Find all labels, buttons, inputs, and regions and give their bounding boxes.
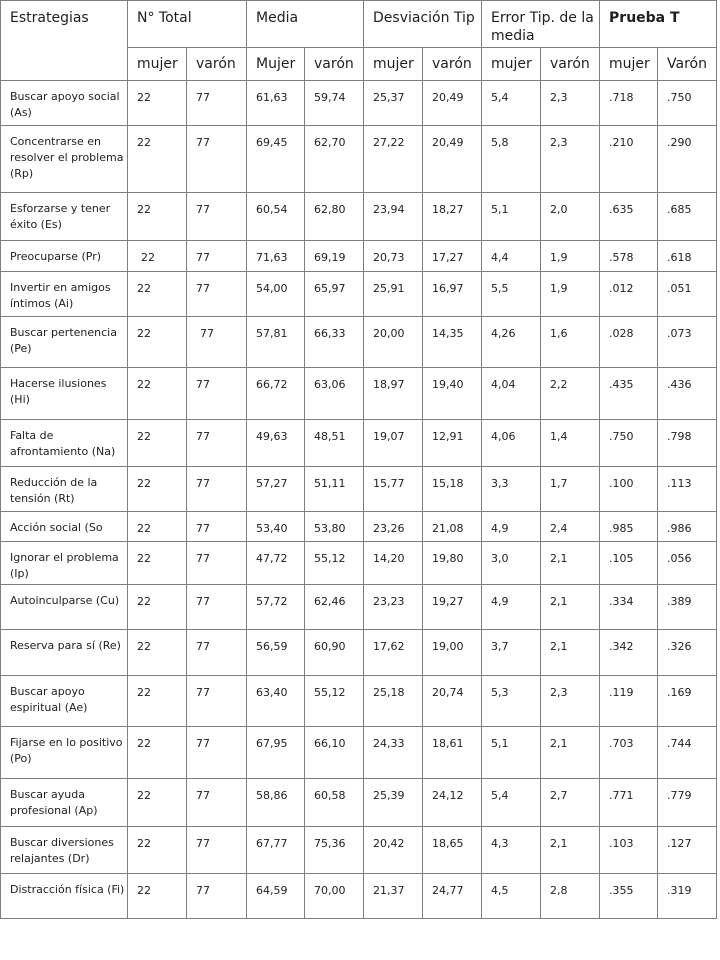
desv-mujer-cell: 20,73 [364,241,423,272]
err-mujer-cell: 4,5 [482,874,541,919]
strategy-cell: Buscar apoyo espiritual (Ae) [1,676,128,727]
desv-mujer-cell: 15,77 [364,467,423,512]
err-varon-cell: 2,1 [541,630,600,676]
t-varon-cell: .750 [658,81,717,126]
desv-mujer-cell: 20,00 [364,317,423,368]
n-varon-cell: 77 [187,827,247,874]
media-varon-cell: 66,10 [305,727,364,779]
media-varon-cell: 53,80 [305,512,364,542]
n-varon-cell: 77 [187,512,247,542]
table-row [1,512,717,542]
media-mujer-cell: 53,40 [247,512,305,542]
desv-varon-cell: 17,27 [423,241,482,272]
err-varon-cell: 2,8 [541,874,600,919]
t-mujer-cell: .103 [600,827,658,874]
t-varon-cell: .685 [658,193,717,241]
err-varon-cell: 1,9 [541,241,600,272]
err-mujer-cell: 5,5 [482,272,541,317]
table-row [1,727,717,779]
desv-varon-cell: 19,00 [423,630,482,676]
header-std-dev: Desviación Tip [364,1,482,48]
strategy-cell: Esforzarse y tener éxito (Es) [1,193,128,241]
desv-mujer-cell: 20,42 [364,827,423,874]
n-mujer-cell: 22 [128,630,187,676]
err-mujer-cell: 3,3 [482,467,541,512]
n-varon-cell: 77 [187,241,247,272]
media-mujer-cell: 71,63 [247,241,305,272]
desv-mujer-cell: 25,37 [364,81,423,126]
strategy-cell: Ignorar el problema (Ip) [1,542,128,585]
t-varon-cell: .051 [658,272,717,317]
n-mujer-cell: 22 [128,779,187,827]
subheader-cell: Varón [658,48,717,81]
strategy-cell: Invertir en amigos íntimos (Ai) [1,272,128,317]
err-varon-cell: 2,4 [541,512,600,542]
strategy-cell: Acción social (So [1,512,128,542]
subheader-cell: varón [423,48,482,81]
media-varon-cell: 55,12 [305,542,364,585]
err-varon-cell: 2,2 [541,368,600,420]
t-mujer-cell: .703 [600,727,658,779]
media-mujer-cell: 67,77 [247,827,305,874]
err-varon-cell: 1,6 [541,317,600,368]
t-mujer-cell: .028 [600,317,658,368]
desv-mujer-cell: 23,26 [364,512,423,542]
t-varon-cell: .127 [658,827,717,874]
t-mujer-cell: .119 [600,676,658,727]
table-header [1,1,717,81]
t-mujer-cell: .210 [600,126,658,193]
t-mujer-cell: .334 [600,585,658,630]
n-varon-cell: 77 [187,81,247,126]
t-mujer-cell: .635 [600,193,658,241]
table-row [1,126,717,193]
t-varon-cell: .618 [658,241,717,272]
t-varon-cell: .326 [658,630,717,676]
desv-varon-cell: 19,40 [423,368,482,420]
err-mujer-cell: 5,4 [482,779,541,827]
desv-varon-cell: 18,65 [423,827,482,874]
table-row [1,420,717,467]
media-mujer-cell: 57,72 [247,585,305,630]
strategy-cell: Buscar ayuda profesional (Ap) [1,779,128,827]
n-mujer-cell: 22 [128,193,187,241]
media-varon-cell: 62,80 [305,193,364,241]
table-row [1,467,717,512]
table-row [1,368,717,420]
strategy-cell: Distracción física (Fi) [1,874,128,919]
desv-mujer-cell: 23,94 [364,193,423,241]
t-mujer-cell: .435 [600,368,658,420]
n-varon-cell: 77 [187,368,247,420]
desv-varon-cell: 14,35 [423,317,482,368]
media-varon-cell: 63,06 [305,368,364,420]
err-varon-cell: 2,1 [541,727,600,779]
err-mujer-cell: 4,4 [482,241,541,272]
err-varon-cell: 1,4 [541,420,600,467]
n-varon-cell: 77 [187,727,247,779]
media-mujer-cell: 66,72 [247,368,305,420]
t-varon-cell: .389 [658,585,717,630]
strategy-cell: Buscar apoyo social (As) [1,81,128,126]
n-mujer-cell: 22 [128,827,187,874]
desv-varon-cell: 20,74 [423,676,482,727]
t-mujer-cell: .100 [600,467,658,512]
media-varon-cell: 55,12 [305,676,364,727]
media-mujer-cell: 57,81 [247,317,305,368]
n-varon-cell: 77 [187,542,247,585]
t-varon-cell: .986 [658,512,717,542]
subheader-cell: mujer [482,48,541,81]
table-row [1,317,717,368]
strategy-cell: Buscar pertenencia (Pe) [1,317,128,368]
n-varon-cell: 77 [187,676,247,727]
table-row [1,630,717,676]
t-varon-cell: .056 [658,542,717,585]
table-row [1,542,717,585]
media-varon-cell: 75,36 [305,827,364,874]
err-mujer-cell: 5,1 [482,193,541,241]
media-varon-cell: 66,33 [305,317,364,368]
n-varon-cell: 77 [187,317,247,368]
desv-varon-cell: 16,97 [423,272,482,317]
t-varon-cell: .744 [658,727,717,779]
err-mujer-cell: 4,04 [482,368,541,420]
err-mujer-cell: 4,06 [482,420,541,467]
desv-mujer-cell: 27,22 [364,126,423,193]
media-varon-cell: 69,19 [305,241,364,272]
n-mujer-cell: 22 [128,420,187,467]
media-varon-cell: 62,46 [305,585,364,630]
n-mujer-cell: 22 [128,467,187,512]
media-mujer-cell: 61,63 [247,81,305,126]
subheader-cell: mujer [600,48,658,81]
strategy-cell: Preocuparse (Pr) [1,241,128,272]
desv-mujer-cell: 19,07 [364,420,423,467]
strategy-cell: Concentrarse en resolver el problema (Rp) [1,126,128,193]
err-varon-cell: 2,7 [541,779,600,827]
desv-varon-cell: 18,61 [423,727,482,779]
header-t-test: Prueba T [600,1,717,48]
err-mujer-cell: 4,9 [482,512,541,542]
err-varon-cell: 2,3 [541,126,600,193]
n-mujer-cell: 22 [128,874,187,919]
subheader-cell: mujer [128,48,187,81]
media-varon-cell: 51,11 [305,467,364,512]
desv-mujer-cell: 24,33 [364,727,423,779]
subheader-cell: mujer [364,48,423,81]
media-mujer-cell: 54,00 [247,272,305,317]
t-mujer-cell: .985 [600,512,658,542]
n-varon-cell: 77 [187,630,247,676]
t-varon-cell: .169 [658,676,717,727]
desv-mujer-cell: 17,62 [364,630,423,676]
err-varon-cell: 1,7 [541,467,600,512]
table-row [1,585,717,630]
header-total: N° Total [128,1,247,48]
n-mujer-cell: 22 [128,241,187,272]
n-mujer-cell: 22 [128,542,187,585]
table-row [1,827,717,874]
desv-varon-cell: 21,08 [423,512,482,542]
desv-mujer-cell: 21,37 [364,874,423,919]
t-mujer-cell: .342 [600,630,658,676]
subheader-cell: varón [541,48,600,81]
n-varon-cell: 77 [187,126,247,193]
desv-mujer-cell: 14,20 [364,542,423,585]
t-mujer-cell: .012 [600,272,658,317]
err-mujer-cell: 5,1 [482,727,541,779]
n-mujer-cell: 22 [128,368,187,420]
desv-varon-cell: 19,80 [423,542,482,585]
media-varon-cell: 59,74 [305,81,364,126]
media-mujer-cell: 47,72 [247,542,305,585]
err-mujer-cell: 4,9 [482,585,541,630]
n-mujer-cell: 22 [128,317,187,368]
table-row [1,193,717,241]
table-row [1,676,717,727]
t-varon-cell: .290 [658,126,717,193]
desv-varon-cell: 20,49 [423,126,482,193]
t-varon-cell: .798 [658,420,717,467]
table-row [1,241,717,272]
desv-mujer-cell: 25,91 [364,272,423,317]
t-varon-cell: .073 [658,317,717,368]
err-mujer-cell: 5,8 [482,126,541,193]
err-varon-cell: 2,1 [541,542,600,585]
t-varon-cell: .436 [658,368,717,420]
err-varon-cell: 2,1 [541,827,600,874]
media-varon-cell: 70,00 [305,874,364,919]
media-mujer-cell: 60,54 [247,193,305,241]
desv-mujer-cell: 23,23 [364,585,423,630]
n-mujer-cell: 22 [128,512,187,542]
table-body [1,81,717,919]
err-mujer-cell: 4,26 [482,317,541,368]
err-mujer-cell: 4,3 [482,827,541,874]
n-mujer-cell: 22 [128,727,187,779]
table-row [1,874,717,919]
media-varon-cell: 48,51 [305,420,364,467]
header-row [1,1,717,48]
n-varon-cell: 77 [187,272,247,317]
err-varon-cell: 2,3 [541,81,600,126]
n-varon-cell: 77 [187,874,247,919]
err-mujer-cell: 3,7 [482,630,541,676]
media-varon-cell: 65,97 [305,272,364,317]
err-varon-cell: 2,1 [541,585,600,630]
media-mujer-cell: 63,40 [247,676,305,727]
desv-mujer-cell: 25,39 [364,779,423,827]
media-mujer-cell: 64,59 [247,874,305,919]
strategy-cell: Reserva para sí (Re) [1,630,128,676]
err-mujer-cell: 5,3 [482,676,541,727]
t-mujer-cell: .578 [600,241,658,272]
subheader-cell: varón [305,48,364,81]
n-mujer-cell: 22 [128,81,187,126]
err-varon-cell: 1,9 [541,272,600,317]
err-mujer-cell: 3,0 [482,542,541,585]
desv-mujer-cell: 18,97 [364,368,423,420]
n-mujer-cell: 22 [128,585,187,630]
header-std-error: Error Tip. de la media [482,1,600,48]
header-mean: Media [247,1,364,48]
desv-varon-cell: 18,27 [423,193,482,241]
t-varon-cell: .779 [658,779,717,827]
t-mujer-cell: .771 [600,779,658,827]
media-mujer-cell: 49,63 [247,420,305,467]
media-varon-cell: 60,90 [305,630,364,676]
t-varon-cell: .319 [658,874,717,919]
err-varon-cell: 2,0 [541,193,600,241]
media-mujer-cell: 56,59 [247,630,305,676]
strategy-cell: Reducción de la tensión (Rt) [1,467,128,512]
strategy-cell: Autoinculparse (Cu) [1,585,128,630]
t-mujer-cell: .105 [600,542,658,585]
n-varon-cell: 77 [187,779,247,827]
n-varon-cell: 77 [187,585,247,630]
table-row [1,779,717,827]
desv-varon-cell: 12,91 [423,420,482,467]
err-varon-cell: 2,3 [541,676,600,727]
n-varon-cell: 77 [187,193,247,241]
t-mujer-cell: .355 [600,874,658,919]
strategy-cell: Hacerse ilusiones (Hi) [1,368,128,420]
desv-varon-cell: 15,18 [423,467,482,512]
strategy-cell: Buscar diversiones relajantes (Dr) [1,827,128,874]
t-varon-cell: .113 [658,467,717,512]
media-mujer-cell: 57,27 [247,467,305,512]
t-mujer-cell: .718 [600,81,658,126]
media-mujer-cell: 67,95 [247,727,305,779]
n-varon-cell: 77 [187,467,247,512]
desv-varon-cell: 24,12 [423,779,482,827]
subheader-cell: Mujer [247,48,305,81]
media-mujer-cell: 69,45 [247,126,305,193]
n-varon-cell: 77 [187,420,247,467]
strategy-cell: Fijarse en lo positivo (Po) [1,727,128,779]
subheader-cell: varón [187,48,247,81]
media-varon-cell: 62,70 [305,126,364,193]
n-mujer-cell: 22 [128,272,187,317]
table-row [1,272,717,317]
desv-varon-cell: 19,27 [423,585,482,630]
desv-mujer-cell: 25,18 [364,676,423,727]
t-mujer-cell: .750 [600,420,658,467]
media-varon-cell: 60,58 [305,779,364,827]
n-mujer-cell: 22 [128,676,187,727]
err-mujer-cell: 5,4 [482,81,541,126]
strategy-cell: Falta de afrontamiento (Na) [1,420,128,467]
desv-varon-cell: 24,77 [423,874,482,919]
header-strategies: Estrategias [1,1,128,81]
n-mujer-cell: 22 [128,126,187,193]
media-mujer-cell: 58,86 [247,779,305,827]
desv-varon-cell: 20,49 [423,81,482,126]
table-row [1,81,717,126]
